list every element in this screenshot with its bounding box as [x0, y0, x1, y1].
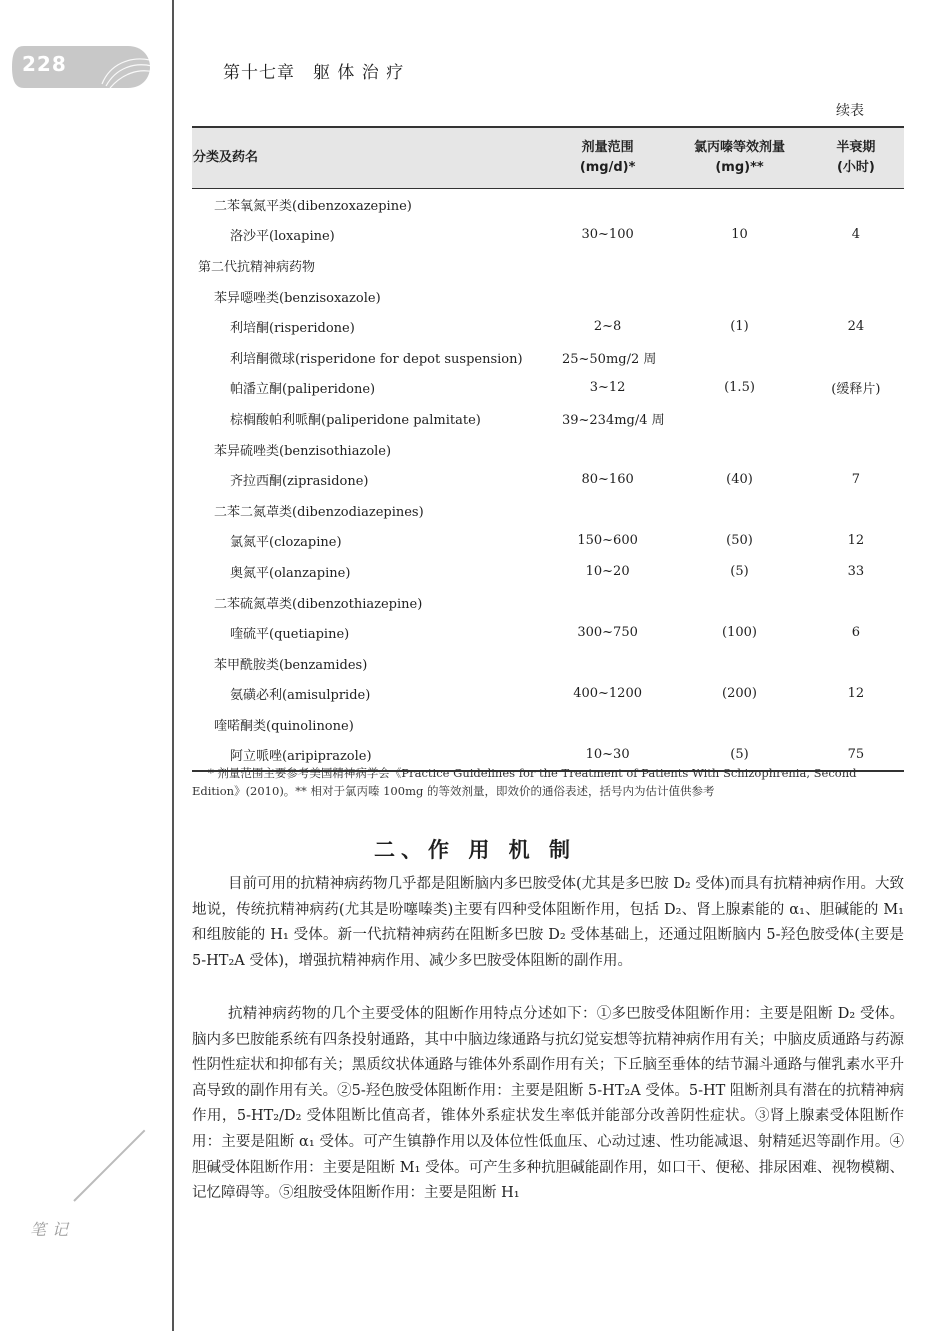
header-category: 分类及药名 [193, 150, 259, 165]
equivalent-dose-cell: (200) [722, 686, 757, 702]
drug-name-cell: 阿立哌唑(aripiprazole) [230, 749, 372, 765]
half-life-cell: 24 [847, 319, 865, 335]
half-life-cell: 33 [847, 563, 865, 579]
equivalent-dose-cell [671, 342, 808, 373]
table-header-row [192, 127, 904, 189]
equivalent-dose-cell [671, 648, 808, 679]
equivalent-dose-cell: (40) [726, 472, 753, 488]
drug-name-cell: 利培酮(risperidone) [230, 321, 355, 337]
drug-name-cell: 喹硫平(quetiapine) [230, 627, 350, 643]
header-half-life: 半衰期 (小时) [836, 140, 876, 175]
half-life-cell [808, 189, 904, 220]
dose-cell: 300~750 [577, 625, 638, 641]
equivalent-dose-cell: (100) [722, 625, 757, 641]
dose-cell: 39~234mg/4 周 [561, 412, 665, 428]
half-life-cell [808, 342, 904, 373]
table-row [192, 526, 904, 557]
table-row [192, 709, 904, 740]
chapter-title: 第十七章 躯 体 治 疗 [223, 63, 405, 83]
dose-cell: 25~50mg/2 周 [561, 351, 657, 367]
table-row [192, 311, 904, 342]
dose-cell: 3~12 [589, 380, 626, 396]
table-row [192, 403, 904, 434]
equivalent-dose-cell [671, 281, 808, 312]
table-row [192, 648, 904, 679]
dose-cell [544, 495, 671, 526]
dose-cell: 150~600 [577, 533, 638, 549]
equivalent-dose-cell [671, 709, 808, 740]
half-life-cell: 4 [851, 227, 861, 243]
dose-cell [544, 709, 671, 740]
dose-cell: 30~100 [581, 227, 634, 243]
drug-name-cell: 利培酮微球(risperidone for depot suspension) [230, 351, 523, 367]
drug-name-cell: 奥氮平(olanzapine) [230, 565, 351, 581]
table-row [192, 617, 904, 648]
drug-name-cell: 喹喏酮类(quinolinone) [214, 718, 354, 734]
table-footnote: * 剂量范围主要参考美国精神病学会《Practice Guidelines for the Treatment of Patients With Schizophrenia, Second Edition》(2010)。** 相对于氯丙嗪 100mg 的等效剂量，即效价的通俗表述，括号内为估计值供参考 [192, 766, 857, 798]
margin-rule [172, 0, 174, 1331]
notes-label: 笔记 [30, 1220, 75, 1239]
half-life-cell [808, 709, 904, 740]
table-row [192, 495, 904, 526]
section-heading: 二、作 用 机 制 [374, 838, 576, 862]
table-row [192, 587, 904, 618]
header-dose-range: 剂量范围 (mg/d)* [579, 140, 636, 175]
half-life-cell: 12 [847, 686, 865, 702]
table-row [192, 556, 904, 587]
drug-name-cell: 氯氮平(clozapine) [230, 535, 342, 551]
equivalent-dose-cell: (1) [730, 319, 749, 335]
body-paragraph: 目前可用的抗精神病药物几乎都是阻断脑内多巴胺受体(尤其是多巴胺 D₂ 受体)而具有抗精神病作用。大致地说，传统抗精神病药(尤其是吩噻嗪类)主要有四种受体阻断作用，包括 D₂、肾上腺素能的 α₁、胆碱能的 M₁ 和组胺能的 H₁ 受体。新一代抗精神病药在阻断多巴胺 D₂ 受体基础上，还通过阻断脑内 5-羟色胺受体(主要是 5-HT₂A 受体)，增强抗精神病作用、减少多巴胺受体阻断的副作用。 [192, 876, 904, 969]
drug-name-cell: 氨磺必利(amisulpride) [230, 688, 371, 704]
body-paragraph: 抗精神病药物的几个主要受体的阻断作用特点分述如下：①多巴胺受体阻断作用：主要是阻断 D₂ 受体。脑内多巴胺能系统有四条投射通路，其中中脑边缘通路与抗幻觉妄想等抗精神病作用有关；中脑皮质通路与药源性阴性症状和抑郁有关；黑质纹状体通路与锥体外系副作用有关；下丘脑至垂体的结节漏斗通路与催乳素水平升高导致的副作用有关。②5-羟色胺受体阻断作用：主要是阻断 5-HT₂A 受体。5-HT 阻断剂具有潜在的抗精神病作用，5-HT₂/D₂ 受体阻断比值高者，锥体外系症状发生率低并能部分改善阴性症状。③肾上腺素受体阻断作用：主要是阻断 α₁ 受体。可产生镇静作用以及体位性低血压、心动过速、性功能减退、射精延迟等副作用。④胆碱受体阻断作用：主要是阻断 M₁ 受体。可产生多种抗胆碱能副作用，如口干、便秘、排尿困难、视物模糊、记忆障碍等。⑤组胺受体阻断作用：主要是阻断 H₁ [192, 1006, 904, 1202]
dose-cell [544, 587, 671, 618]
equivalent-dose-cell: (1.5) [724, 380, 755, 396]
drug-name-cell: 苯异硫唑类(benzisothiazole) [214, 443, 392, 459]
half-life-cell [808, 434, 904, 465]
dose-cell: 80~160 [581, 472, 634, 488]
drug-name-cell: 二苯硫氮䓬类(dibenzothiazepine) [214, 596, 423, 612]
dose-cell: 10~30 [585, 747, 630, 763]
table-continued-label: 续表 [836, 103, 864, 119]
half-life-cell [808, 250, 904, 281]
half-life-cell [808, 648, 904, 679]
drug-name-cell: 苯甲酰胺类(benzamides) [214, 657, 368, 673]
drug-name-cell: 帕潘立酮(paliperidone) [230, 382, 376, 398]
dose-cell: 2~8 [593, 319, 622, 335]
half-life-cell: (缓释片) [831, 382, 881, 398]
dose-cell: 400~1200 [573, 686, 642, 702]
dose-cell [544, 281, 671, 312]
equivalent-dose-cell: (5) [730, 747, 749, 763]
equivalent-dose-cell: (5) [730, 563, 749, 579]
table-row [192, 342, 904, 373]
drug-name-cell: 二苯二氮䓬类(dibenzodiazepines) [214, 504, 424, 520]
table-row [192, 434, 904, 465]
table-row [192, 220, 904, 251]
drug-name-cell: 第二代抗精神病药物 [198, 259, 316, 275]
drug-name-cell: 洛沙平(loxapine) [230, 229, 335, 245]
half-life-cell: 6 [851, 625, 861, 641]
drug-name-cell: 棕榈酸帕利哌酮(paliperidone palmitate) [230, 412, 481, 428]
dose-cell [544, 434, 671, 465]
equivalent-dose-cell: 10 [731, 227, 748, 243]
half-life-cell [808, 495, 904, 526]
table-row [192, 189, 904, 220]
dose-cell [544, 189, 671, 220]
notes-divider [73, 1130, 145, 1202]
drug-name-cell: 苯异噁唑类(benzisoxazole) [214, 290, 381, 306]
equivalent-dose-cell [671, 403, 808, 434]
half-life-cell: 12 [847, 533, 865, 549]
header-equivalent-dose: 氯丙嗪等效剂量 (mg)** [694, 140, 786, 175]
drug-table [192, 126, 904, 772]
table-row [192, 373, 904, 404]
table-row [192, 464, 904, 495]
half-life-cell [808, 403, 904, 434]
half-life-cell: 7 [851, 472, 861, 488]
page-number: 228 [22, 52, 67, 76]
dose-cell [544, 648, 671, 679]
table-row [192, 679, 904, 710]
equivalent-dose-cell [671, 189, 808, 220]
half-life-cell: 75 [847, 747, 865, 763]
table-row [192, 281, 904, 312]
drug-name-cell: 二苯氧氮平类(dibenzoxazepine) [214, 198, 412, 214]
equivalent-dose-cell [671, 495, 808, 526]
equivalent-dose-cell [671, 434, 808, 465]
equivalent-dose-cell [671, 587, 808, 618]
equivalent-dose-cell: (50) [726, 533, 753, 549]
equivalent-dose-cell [671, 250, 808, 281]
dose-cell: 10~20 [585, 563, 630, 579]
half-life-cell [808, 587, 904, 618]
drug-name-cell: 齐拉西酮(ziprasidone) [230, 474, 369, 490]
dose-cell [544, 250, 671, 281]
half-life-cell [808, 281, 904, 312]
table-row [192, 250, 904, 281]
